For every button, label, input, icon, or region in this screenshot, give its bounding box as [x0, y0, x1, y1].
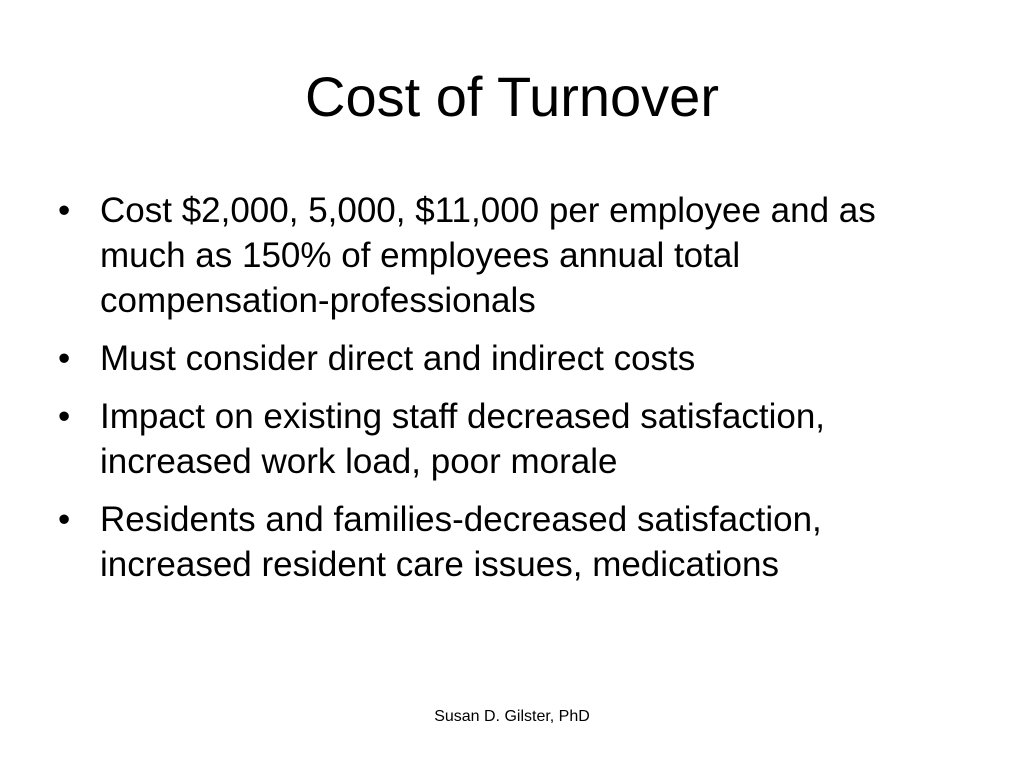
bullet-item	[58, 336, 958, 381]
bullet-marker: •	[58, 339, 71, 378]
bullet-item	[58, 188, 958, 323]
bullet-text: Cost $2,000, 5,000, $11,000 per employee and as much as 150% of employees annual total compensation-professionals	[100, 191, 876, 320]
slide-title: Cost of Turnover	[305, 65, 719, 128]
bullet-text: Impact on existing staff decreased satisfaction, increased work load, poor morale	[100, 397, 826, 481]
bullet-text: Must consider direct and indirect costs	[100, 339, 696, 378]
bullet-marker: •	[58, 397, 71, 436]
bullet-marker: •	[58, 500, 71, 539]
bullet-marker: •	[58, 191, 71, 230]
bullet-text: Residents and families-decreased satisfaction, increased resident care issues, medications	[100, 500, 822, 584]
bullet-list	[58, 188, 958, 600]
slide-footer: Susan D. Gilster, PhD	[434, 708, 590, 725]
bullet-item	[58, 497, 958, 587]
bullet-item	[58, 394, 958, 484]
